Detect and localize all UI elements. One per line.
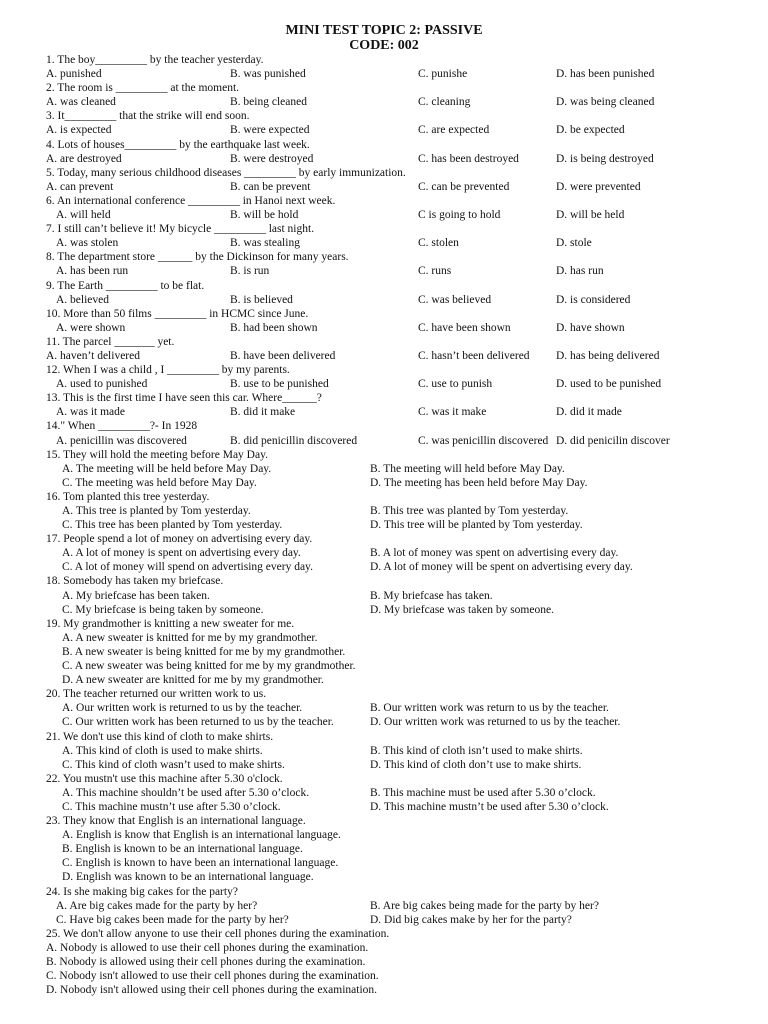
option-c: C. cleaning (418, 96, 471, 109)
option-a: A. haven’t delivered (46, 349, 140, 362)
option-a: A. A lot of money is spent on advertising every day. (62, 547, 301, 560)
question-9-stem: 9. The Earth _________ to be flat. (46, 279, 205, 292)
question-24-stem: 24. Is she making big cakes for the party? (46, 885, 238, 898)
question-15-options-row2 (46, 476, 746, 490)
option-c: C. The meeting was held before May Day. (62, 476, 257, 489)
option-d: D. Our written work was returned to us by the teacher. (370, 716, 621, 729)
question-5 (46, 166, 746, 180)
question-19-option-d (46, 673, 746, 687)
option-c: C is going to hold (418, 209, 501, 222)
question-3 (46, 109, 746, 123)
option-b: B. is believed (230, 293, 293, 306)
option-a: A. This kind of cloth is used to make shirts. (62, 744, 263, 757)
question-2-stem: 2. The room is _________ at the moment. (46, 82, 240, 95)
option-b: B. This machine must be used after 5.30 o’clock. (370, 786, 596, 799)
question-25-option-a (46, 941, 746, 955)
option-b: B. was punished (230, 68, 306, 81)
option-c: C. hasn’t been delivered (418, 349, 530, 362)
question-18-options-row1 (46, 589, 746, 603)
option-b: B. can be prevent (230, 180, 311, 193)
question-23-option-b (46, 842, 746, 856)
option-b: B. This kind of cloth isn’t used to make shirts. (370, 744, 583, 757)
question-23-option-a (46, 828, 746, 842)
question-13-stem: 13. This is the first time I have seen this car. Where______? (46, 392, 322, 405)
question-4-options (46, 152, 746, 166)
question-11-stem: 11. The parcel _______ yet. (46, 335, 175, 348)
question-1 (46, 53, 746, 67)
option-a: A. punished (46, 68, 102, 81)
question-13-options (46, 405, 746, 419)
question-23 (46, 814, 746, 828)
question-23-stem: 23. They know that English is an international language. (46, 815, 306, 828)
question-16-options-row1 (46, 504, 746, 518)
question-17-options-row2 (46, 560, 746, 574)
question-17 (46, 532, 746, 546)
question-12-options (46, 377, 746, 391)
option-b: B. did it make (230, 406, 296, 419)
question-22-stem: 22. You mustn't use this machine after 5.30 o'clock. (46, 772, 283, 785)
option-b: B. My briefcase has taken. (370, 589, 493, 602)
option-d: D. did penicilin discover (556, 434, 670, 447)
option-d: D. was being cleaned (556, 96, 655, 109)
option-c: C. are expected (418, 124, 490, 137)
page-title: MINI TEST TOPIC 2: PASSIVE (285, 23, 483, 38)
option-c: C. This tree has been planted by Tom yesterday. (62, 519, 283, 532)
option-a: A. can prevent (46, 180, 114, 193)
option-d: D. have shown (556, 321, 625, 334)
option-a: A. This tree is planted by Tom yesterday. (62, 505, 251, 517)
question-1-stem: 1. The boy_________ by the teacher yesterday. (46, 54, 264, 66)
option-b: B. The meeting will held before May Day. (370, 462, 565, 475)
option-a: A. Nobody is allowed to use their cell phones during the examination. (46, 941, 369, 954)
option-d: D. A new sweater are knitted for me by my grandmother. (62, 674, 324, 687)
question-11-options (46, 349, 746, 363)
question-8-options (46, 264, 746, 278)
question-24 (46, 885, 746, 899)
option-d: D. used to be punished (556, 378, 662, 391)
option-c: C. was believed (418, 293, 492, 306)
option-b: B. Are big cakes being made for the party by her? (370, 899, 599, 912)
option-d: D. did it made (556, 406, 622, 419)
question-6 (46, 194, 746, 208)
question-9 (46, 279, 746, 293)
option-c: C. This kind of cloth wasn’t used to make shirts. (62, 758, 285, 771)
option-b: B. Nobody is allowed using their cell phones during the examination. (46, 956, 366, 968)
question-24-options-row2 (46, 913, 746, 927)
test-code: CODE: 002 (349, 38, 419, 53)
option-a: A. The meeting will be held before May Day. (62, 462, 272, 475)
question-21 (46, 730, 746, 744)
option-b: B. did penicillin discovered (230, 434, 358, 447)
question-18-options-row2 (46, 603, 746, 617)
option-c: C. My briefcase is being taken by someone. (62, 603, 264, 616)
question-2 (46, 81, 746, 95)
option-b: B. English is known to be an international language. (62, 843, 303, 856)
option-d: D. be expected (556, 124, 625, 137)
option-c: C. runs (418, 265, 452, 278)
option-d: D. English was known to be an international language. (62, 871, 314, 884)
question-17-stem: 17. People spend a lot of money on advertising every day. (46, 533, 313, 546)
question-19-stem: 19. My grandmother is knitting a new sweater for me. (46, 617, 295, 630)
option-a: A. are destroyed (46, 152, 122, 165)
question-16 (46, 490, 746, 504)
option-c: C. Our written work has been returned to us by the teacher. (62, 716, 334, 729)
option-c: C. punishe (418, 68, 468, 81)
question-9-options (46, 293, 746, 307)
option-c: C. stolen (418, 237, 459, 250)
question-15-options-row1 (46, 462, 746, 476)
option-d: D. The meeting has been held before May Day. (370, 476, 588, 489)
question-21-options-row2 (46, 758, 746, 772)
option-b: B. A new sweater is being knitted for me by my grandmother. (62, 645, 346, 658)
option-c: C. This machine mustn’t use after 5.30 o’clock. (62, 800, 281, 813)
option-b: B. had been shown (230, 321, 318, 334)
option-d: D. stole (556, 237, 592, 250)
question-19-option-a (46, 631, 746, 645)
question-23-option-c (46, 856, 746, 870)
option-c: C. has been destroyed (418, 152, 519, 165)
option-c: C. use to punish (418, 378, 493, 391)
question-14 (46, 419, 746, 433)
question-20-stem: 20. The teacher returned our written work to us. (46, 688, 267, 701)
question-4-stem: 4. Lots of houses_________ by the earthquake last week. (46, 138, 310, 151)
option-d: D. My briefcase was taken by someone. (370, 603, 554, 616)
question-19-option-b (46, 645, 746, 659)
question-24-options-row1 (46, 899, 746, 913)
option-b: B. were expected (230, 124, 310, 137)
option-c: C. Nobody isn't allowed to use their cell phones during the examination. (46, 970, 379, 983)
option-b: B. is run (230, 265, 270, 278)
question-14-stem: 14." When _________?- In 1928 (46, 420, 198, 433)
option-d: D. Did big cakes make by her for the party? (370, 913, 572, 926)
question-12-stem: 12. When I was a child , I _________ by my parents. (46, 364, 290, 377)
option-a: A. penicillin was discovered (56, 434, 187, 447)
option-c: C. have been shown (418, 321, 511, 334)
question-6-options (46, 208, 746, 222)
option-c: C. Have big cakes been made for the party by her? (56, 913, 289, 926)
option-a: A. Our written work is returned to us by the teacher. (62, 702, 303, 715)
option-a: A. My briefcase has been taken. (62, 589, 210, 602)
option-c: C. can be prevented (418, 180, 510, 193)
option-b: B. was stealing (230, 237, 300, 250)
option-a: A. believed (56, 293, 110, 306)
option-a: A. This machine shouldn’t be used after 5.30 o’clock. (62, 786, 310, 799)
option-b: B. were destroyed (230, 152, 314, 165)
question-21-stem: 21. We don't use this kind of cloth to make shirts. (46, 730, 274, 743)
question-16-options-row2 (46, 518, 746, 532)
option-a: A. were shown (56, 321, 126, 334)
option-d: D. is being destroyed (556, 152, 654, 165)
question-18 (46, 574, 746, 588)
question-3-options (46, 123, 746, 137)
option-a: A. was it made (56, 406, 125, 419)
question-5-options (46, 180, 746, 194)
option-b: B. This tree was planted by Tom yesterday. (370, 505, 569, 517)
option-c: C. A new sweater was being knitted for me by my grandmother. (62, 660, 356, 673)
question-17-options-row1 (46, 546, 746, 560)
question-21-options-row1 (46, 744, 746, 758)
question-4 (46, 138, 746, 152)
option-d: D. Nobody isn't allowed using their cell phones during the examination. (46, 984, 378, 997)
question-22-options-row2 (46, 800, 746, 814)
option-a: A. will held (56, 209, 111, 222)
question-11 (46, 335, 746, 349)
option-b: B. A lot of money was spent on advertising every day. (370, 547, 619, 560)
option-c: C. A lot of money will spend on advertising every day. (62, 561, 313, 574)
question-5-stem: 5. Today, many serious childhood diseases _________ by early immunization. (46, 166, 406, 179)
question-16-stem: 16. Tom planted this tree yesterday. (46, 490, 210, 503)
question-12 (46, 363, 746, 377)
option-a: A. has been run (56, 265, 129, 278)
option-a: A. Are big cakes made for the party by her? (56, 899, 258, 912)
option-d: D. has being delivered (556, 349, 660, 362)
question-22 (46, 772, 746, 786)
question-3-stem: 3. It_________ that the strike will end soon. (46, 110, 250, 123)
question-19 (46, 617, 746, 631)
question-10-options (46, 321, 746, 335)
option-c: C. was it make (418, 406, 487, 419)
option-d: D. A lot of money will be spent on advertising every day. (370, 561, 633, 574)
question-23-option-d (46, 870, 746, 884)
option-a: A. is expected (46, 124, 112, 137)
option-b: B. will be hold (230, 209, 299, 222)
question-20-options-row1 (46, 701, 746, 715)
question-7 (46, 222, 746, 236)
option-d: D. has been punished (556, 68, 655, 81)
option-a: A. was stolen (56, 237, 119, 250)
question-25 (46, 927, 746, 941)
option-b: B. Our written work was return to us by the teacher. (370, 702, 609, 715)
option-d: D. will be held (556, 209, 625, 222)
question-25-option-b (46, 955, 746, 969)
option-b: B. being cleaned (230, 96, 307, 109)
question-6-stem: 6. An international conference _________ in Hanoi next week. (46, 194, 336, 207)
question-10 (46, 307, 746, 321)
question-19-option-c (46, 659, 746, 673)
question-2-options (46, 95, 746, 109)
question-8 (46, 250, 746, 264)
question-20-options-row2 (46, 715, 746, 729)
option-a: A. English is know that English is an international language. (62, 829, 341, 842)
option-d: D. This kind of cloth don’t use to make shirts. (370, 758, 582, 771)
option-c: C. English is known to have been an international language. (62, 857, 339, 870)
question-8-stem: 8. The department store ______ by the Dickinson for many years. (46, 251, 349, 264)
question-7-options (46, 236, 746, 250)
question-25-option-c (46, 969, 746, 983)
option-a: A. used to punished (56, 378, 148, 391)
question-25-stem: 25. We don't allow anyone to use their cell phones during the examination. (46, 927, 390, 940)
question-list (46, 53, 746, 997)
question-20 (46, 687, 746, 701)
question-15-stem: 15. They will hold the meeting before May Day. (46, 448, 268, 461)
question-25-option-d (46, 983, 746, 997)
option-a: A. was cleaned (46, 96, 116, 109)
option-b: B. have been delivered (230, 349, 336, 362)
question-14-options (46, 434, 746, 448)
question-18-stem: 18. Somebody has taken my briefcase. (46, 575, 224, 588)
option-d: D. were prevented (556, 180, 641, 193)
option-d: D. has run (556, 265, 604, 278)
option-a: A. A new sweater is knitted for me by my grandmother. (62, 631, 318, 644)
option-d: D. This tree will be planted by Tom yesterday. (370, 519, 583, 532)
question-15 (46, 448, 746, 462)
option-c: C. was penicillin discovered (418, 434, 549, 447)
question-1-options (46, 67, 746, 81)
question-7-stem: 7. I still can’t believe it! My bicycle _________ last night. (46, 223, 315, 236)
question-10-stem: 10. More than 50 films _________ in HCMC since June. (46, 307, 309, 320)
question-22-options-row1 (46, 786, 746, 800)
option-d: D. This machine mustn’t be used after 5.30 o’clock. (370, 800, 609, 813)
option-d: D. is considered (556, 293, 631, 306)
question-13 (46, 391, 746, 405)
option-b: B. use to be punished (230, 378, 329, 391)
